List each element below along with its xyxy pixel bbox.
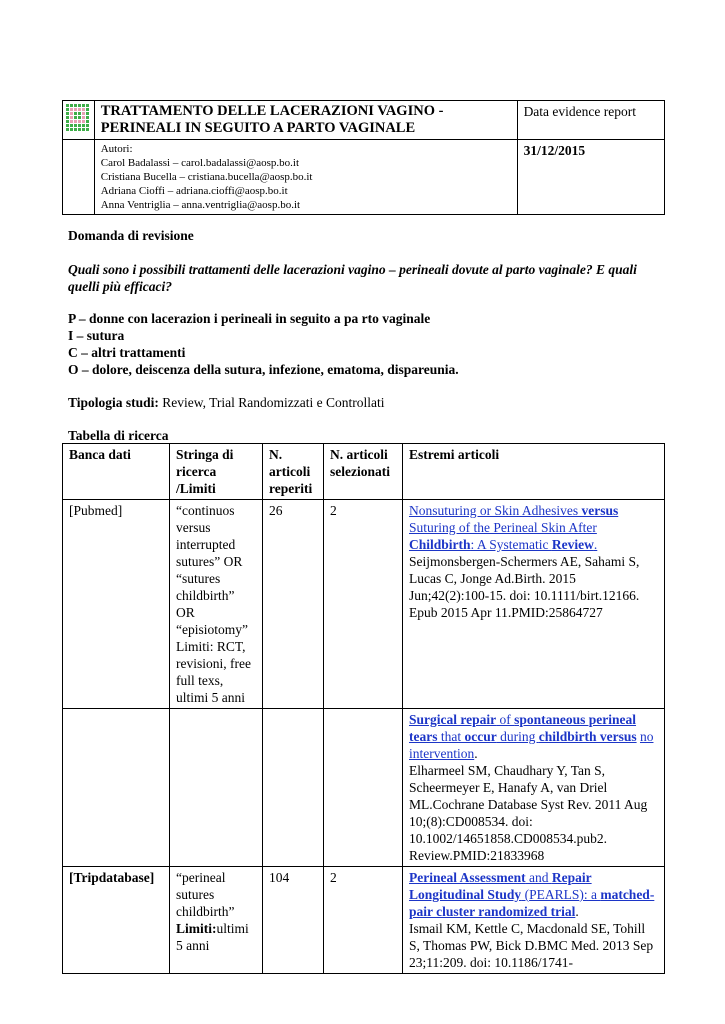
study-type-value: Review, Trial Randomizzati e Controllati <box>158 395 385 410</box>
article-link-part[interactable]: . <box>593 537 598 552</box>
logo-dot <box>74 120 77 123</box>
logo-dot <box>70 116 73 119</box>
authors-cell <box>94 140 517 215</box>
article-reference: Elharmeel SM, Chaudhary Y, Tan S, Scheermeyer E, Hanafy A, van Driel ML.Cochrane Database Syst Rev. 2011 Aug 10;(8):CD008534. doi: 10.1002/14651858.CD008534.pub2. Review.PMID:21833968 <box>409 763 648 863</box>
author-line: Cristiana Bucella – cristiana.bucella@aosp.bo.it <box>100 171 313 183</box>
logo-dot <box>74 116 77 119</box>
document-title: TRATTAMENTO DELLE LACERAZIONI VAGINO - PERINEALI IN SEGUITO A PARTO VAGINALE <box>100 103 444 136</box>
logo-dot <box>86 124 89 127</box>
article-cell <box>403 867 665 974</box>
article-link[interactable] <box>409 502 658 553</box>
search-table <box>62 443 665 974</box>
article-link-part[interactable]: Nonsuturing or Skin Adhesives <box>409 503 582 518</box>
logo-dot <box>86 128 89 131</box>
logo-dot <box>78 120 81 123</box>
report-date: 31/12/2015 <box>523 143 586 158</box>
table-header-row <box>63 444 665 500</box>
article-link-part[interactable]: and <box>525 870 552 885</box>
article-link-part[interactable]: that <box>437 729 465 744</box>
review-question: Quali sono i possibili trattamenti delle lacerazioni vagino – perineali dovute al parto vaginale? E quali quelli più efficaci? <box>68 262 637 294</box>
logo-dot <box>70 112 73 115</box>
found-cell: 26 <box>263 500 324 709</box>
query-text: “perineal sutures childbirth” <box>176 870 235 919</box>
logo-dot <box>82 112 85 115</box>
date-cell <box>517 140 664 215</box>
link-period: . <box>575 904 579 919</box>
article-link-part[interactable]: spontaneous perineal tears <box>409 712 637 744</box>
logo-dot <box>78 128 81 131</box>
logo-dot <box>66 128 69 131</box>
article-reference: Seijmonsbergen-Schermers AE, Sahami S, Lucas C, Jonge Ad.Birth. 2015 Jun;42(2):100-15. doi: 10.1111/birt.12166. Epub 2015 Apr 11.PMID:25864727 <box>409 554 640 620</box>
logo-dot <box>70 108 73 111</box>
column-header: N. articoli reperiti <box>263 444 324 500</box>
logo-cell <box>63 101 95 140</box>
article-link-part[interactable]: : A Systematic <box>470 537 552 552</box>
hospital-logo-icon <box>66 104 90 130</box>
logo-dot <box>78 124 81 127</box>
column-header: Banca dati <box>63 444 170 500</box>
limits-label: Limiti: <box>176 921 217 936</box>
table-row <box>63 709 665 867</box>
article-link[interactable] <box>409 869 658 920</box>
pico-o: O – dolore, deiscenza della sutura, infezione, ematoma, dispareunia. <box>68 362 459 377</box>
logo-dot <box>74 104 77 107</box>
article-cell <box>403 709 665 867</box>
logo-dot <box>66 120 69 123</box>
found-cell: 104 <box>263 867 324 974</box>
author-line: Anna Ventriglia – anna.ventriglia@aosp.bo.it <box>100 199 301 211</box>
logo-dot <box>78 104 81 107</box>
query-cell: “continuos versus interrupted sutures” OR “sutures childbirth” OR “episiotomy” Limiti: RCT, revisioni, free full texs, ultimi 5 anni <box>170 500 263 709</box>
article-cell <box>403 500 665 709</box>
article-link[interactable] <box>409 711 658 762</box>
article-link-part[interactable]: PEARLS <box>529 887 580 902</box>
logo-dot <box>82 120 85 123</box>
logo-dot <box>86 108 89 111</box>
article-link-part[interactable]: Repair Longitudinal Study <box>409 870 592 902</box>
logo-dot <box>74 124 77 127</box>
logo-dot <box>86 112 89 115</box>
article-link-part[interactable]: ): a <box>579 887 601 902</box>
article-link-part[interactable]: Childbirth <box>409 537 471 552</box>
db-cell <box>63 709 170 867</box>
report-type-cell <box>517 101 664 140</box>
table-row <box>63 500 665 709</box>
logo-dot <box>78 116 81 119</box>
logo-dot <box>82 124 85 127</box>
logo-dot <box>70 120 73 123</box>
column-header: Stringa di ricerca /Limiti <box>170 444 263 500</box>
column-header: N. articoli selezionati <box>324 444 403 500</box>
authors-label: Autori: <box>100 143 133 155</box>
selected-cell: 2 <box>324 500 403 709</box>
logo-dot <box>66 112 69 115</box>
report-type: Data evidence report <box>523 104 636 119</box>
title-cell <box>94 101 517 140</box>
logo-dot <box>74 108 77 111</box>
pico-p: P – donne con lacerazion i perineali in seguito a pa rto vaginale <box>68 311 431 326</box>
logo-dot <box>70 104 73 107</box>
logo-dot <box>66 104 69 107</box>
table-title: Tabella di ricerca <box>68 428 169 443</box>
article-link-part[interactable]: versus <box>581 503 619 518</box>
logo-dot <box>86 116 89 119</box>
article-link-part[interactable]: Suturing of the Perineal Skin After <box>409 520 597 535</box>
query-limits <box>176 920 256 954</box>
article-link-part[interactable]: Perineal Assessment <box>409 870 526 885</box>
article-link-part[interactable]: occur <box>464 729 497 744</box>
logo-dot <box>78 108 81 111</box>
logo-dot <box>74 128 77 131</box>
author-line: Adriana Cioffi – adriana.cioffi@aosp.bo.it <box>100 185 288 197</box>
study-type-label: Tipologia studi: <box>68 395 159 410</box>
logo-dot <box>78 112 81 115</box>
article-link-part[interactable]: no intervention <box>409 729 654 761</box>
table-row <box>63 867 665 974</box>
study-type-line <box>68 394 385 411</box>
logo-dot <box>86 104 89 107</box>
selected-cell: 2 <box>324 867 403 974</box>
limits-value: ultimi 5 anni <box>176 921 249 953</box>
found-cell <box>263 709 324 867</box>
article-reference: Ismail KM, Kettle C, Macdonald SE, Tohill S, Thomas PW, Bick D.BMC Med. 2013 Sep 23;11:209. doi: 10.1186/1741- <box>409 921 654 970</box>
db-cell: [Tripdatabase] <box>63 867 170 974</box>
query-cell <box>170 709 263 867</box>
pico-i: I – sutura <box>68 328 125 343</box>
logo-dot <box>66 116 69 119</box>
review-heading: Domanda di revisione <box>68 228 194 243</box>
article-link-part[interactable]: during <box>496 729 539 744</box>
column-header: Estremi articoli <box>403 444 665 500</box>
article-link-part[interactable]: Surgical repair <box>409 712 497 727</box>
link-period: . <box>474 746 478 761</box>
logo-dot <box>82 128 85 131</box>
logo-dot <box>66 124 69 127</box>
logo-dot <box>82 108 85 111</box>
selected-cell <box>324 709 403 867</box>
logo-dot <box>82 116 85 119</box>
logo-dot <box>70 128 73 131</box>
article-link-part[interactable]: matched-pair cluster randomized trial <box>409 887 655 919</box>
logo-dot <box>74 112 77 115</box>
db-cell: [Pubmed] <box>63 500 170 709</box>
logo-dot <box>66 108 69 111</box>
article-link-part[interactable]: of <box>496 712 515 727</box>
logo-dot <box>70 124 73 127</box>
pico-c: C – altri trattamenti <box>68 345 186 360</box>
author-line: Carol Badalassi – carol.badalassi@aosp.bo.it <box>100 157 300 169</box>
article-link-part[interactable]: childbirth versus <box>538 729 637 744</box>
query-cell <box>170 867 263 974</box>
article-link-part[interactable]: Review <box>551 537 594 552</box>
logo-dot <box>86 120 89 123</box>
logo-dot <box>82 104 85 107</box>
article-link-part[interactable]: ( <box>521 887 530 902</box>
document-header <box>62 100 665 215</box>
